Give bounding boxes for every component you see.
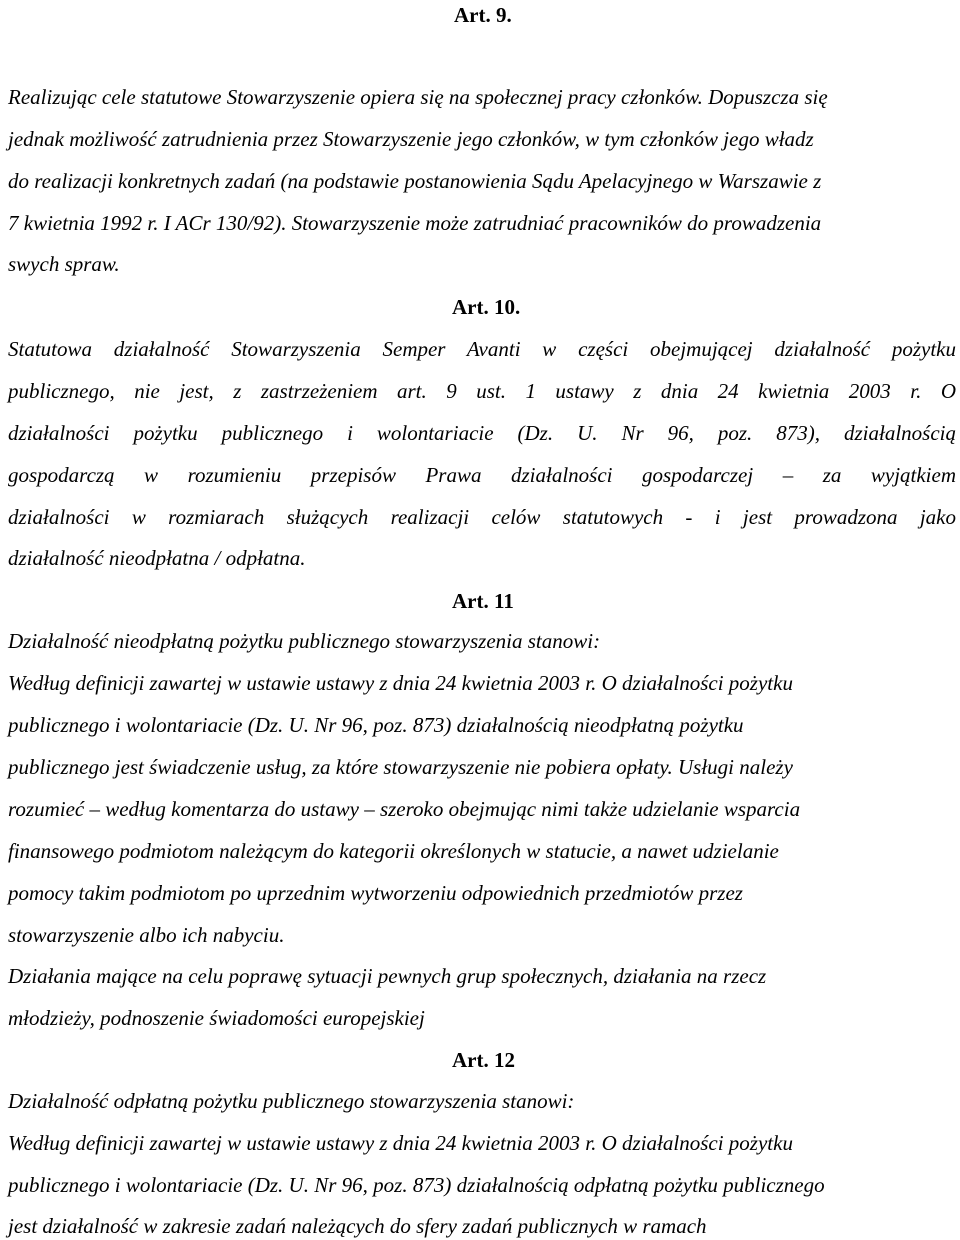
art11-line-6: finansowego podmiotom należącym do kategorii określonych w statucie, a nawet udzielanie [8, 839, 779, 863]
art9-line-1: Realizując cele statutowe Stowarzyszenie opiera się na społecznej pracy członków. Dopuszcza się [8, 85, 828, 109]
art10-line-5: działalności w rozmiarach służących realizacji celów statutowych - i jest prowadzona jako [8, 505, 956, 529]
article-11-heading: Art. 11 [452, 589, 514, 613]
art12-line-1: Działalność odpłatną pożytku publicznego stowarzyszenia stanowi: [8, 1089, 575, 1113]
art11-line-8: stowarzyszenie albo ich nabyciu. [8, 923, 285, 947]
art10-line-2: publicznego, nie jest, z zastrzeżeniem art. 9 ust. 1 ustawy z dnia 24 kwietnia 2003 r. O [8, 379, 956, 403]
art11-line-2: Według definicji zawartej w ustawie ustawy z dnia 24 kwietnia 2003 r. O działalności pożytku [8, 671, 793, 695]
art12-line-4: jest działalność w zakresie zadań należących do sfery zadań publicznych w ramach [8, 1214, 707, 1238]
art11-line-1: Działalność nieodpłatną pożytku publicznego stowarzyszenia stanowi: [8, 629, 601, 653]
article-10-heading: Art. 10. [452, 295, 521, 319]
art11-line-4: publicznego jest świadczenie usług, za które stowarzyszenie nie pobiera opłaty. Usługi należy [8, 755, 793, 779]
art11-line-7: pomocy takim podmiotom po uprzednim wytworzeniu odpowiednich przedmiotów przez [8, 881, 743, 905]
art10-line-4: gospodarczą w rozumieniu przepisów Prawa działalności gospodarczej – za wyjątkiem [8, 463, 956, 487]
art11-line-9: Działania mające na celu poprawę sytuacji pewnych grup społecznych, działania na rzecz [8, 964, 767, 988]
art10-line-3: działalności pożytku publicznego i wolontariacie (Dz. U. Nr 96, poz. 873), działalnością [8, 421, 956, 445]
article-9-heading: Art. 9. [454, 3, 512, 27]
art9-line-3: do realizacji konkretnych zadań (na podstawie postanowienia Sądu Apelacyjnego w Warszawie z [8, 169, 822, 193]
art10-line-1: Statutowa działalność Stowarzyszenia Semper Avanti w części obejmującej działalność pożytku [8, 337, 956, 361]
art11-line-10: młodzieży, podnoszenie świadomości europejskiej [8, 1006, 425, 1030]
art10-line-6: działalność nieodpłatna / odpłatna. [8, 546, 306, 570]
art9-line-2: jednak możliwość zatrudnienia przez Stowarzyszenie jego członków, w tym członków jego władz [8, 127, 814, 151]
article-12-heading: Art. 12 [452, 1048, 515, 1072]
art11-line-5: rozumieć – według komentarza do ustawy – szeroko obejmując nimi także udzielanie wsparcia [8, 797, 801, 821]
art12-line-3: publicznego i wolontariacie (Dz. U. Nr 96, poz. 873) działalnością odpłatną pożytku publicznego [8, 1173, 825, 1197]
art11-line-3: publicznego i wolontariacie (Dz. U. Nr 96, poz. 873) działalnością nieodpłatną pożytku [8, 713, 744, 737]
art12-line-2: Według definicji zawartej w ustawie ustawy z dnia 24 kwietnia 2003 r. O działalności pożytku [8, 1131, 793, 1155]
art9-line-4: 7 kwietnia 1992 r. I ACr 130/92). Stowarzyszenie może zatrudniać pracowników do prowadzenia [8, 211, 822, 235]
art9-line-5: swych spraw. [8, 252, 120, 276]
